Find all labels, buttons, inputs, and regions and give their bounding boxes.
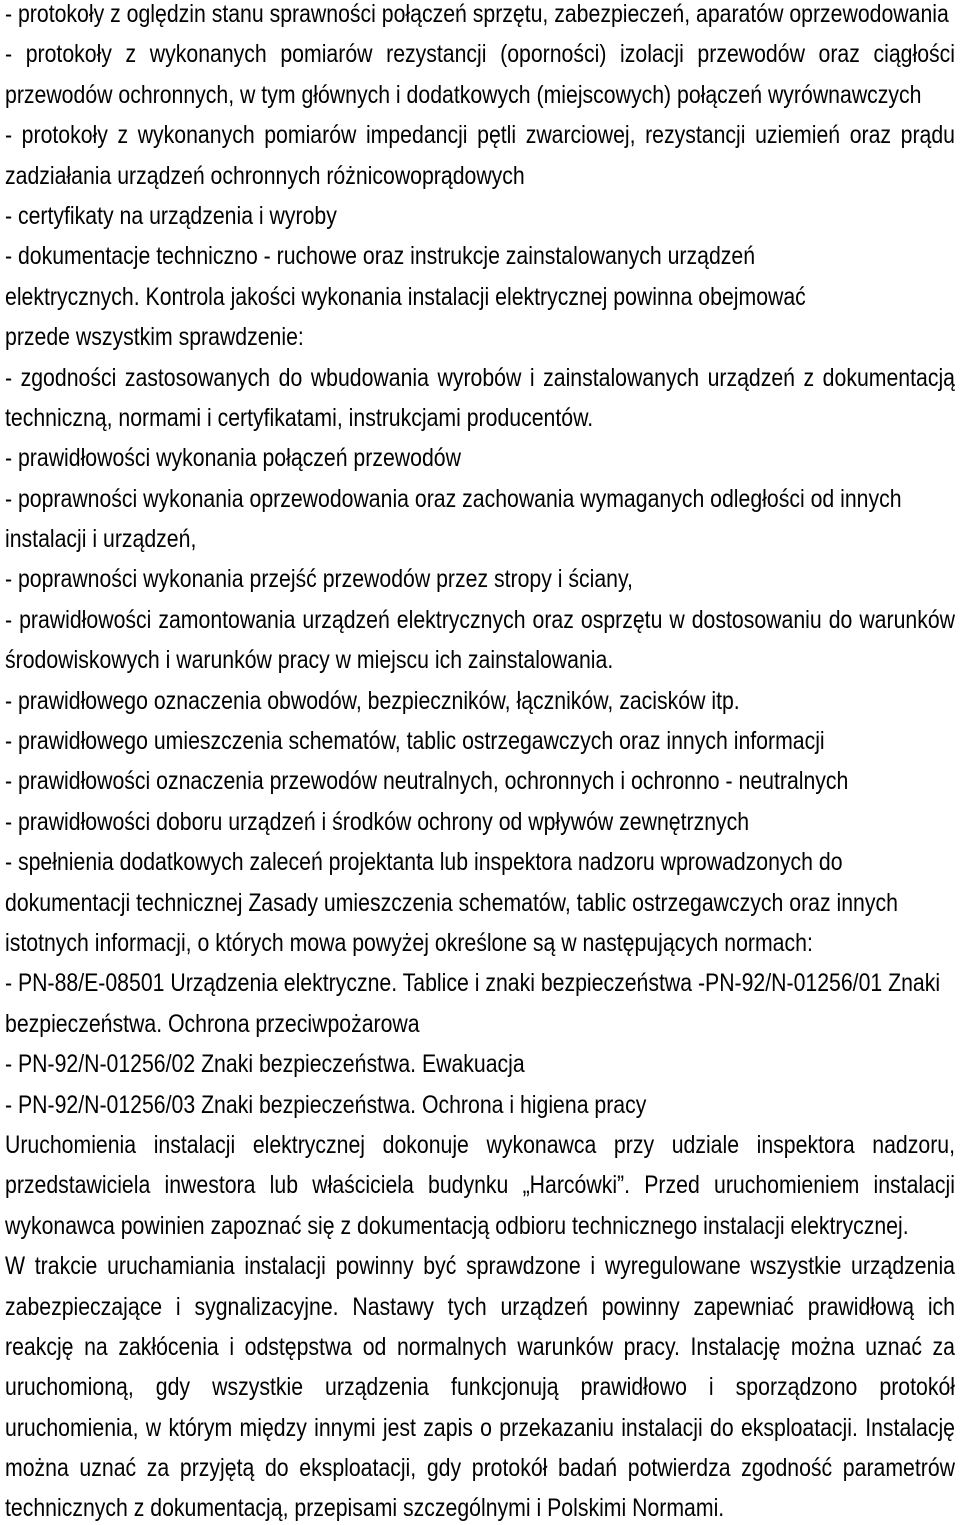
- paragraph-line: reakcję na zakłócenia i odstępstwa od normalnych warunków pracy. Instalację można uznać za: [5, 1332, 956, 1361]
- list-item-continuation-line: techniczną, normami i certyfikatami, instrukcjami producentów.: [5, 403, 594, 432]
- paragraph-line: można uznać za przyjętą do eksploatacji, gdy protokół badań potwierdza zgodność parametrów: [5, 1454, 956, 1483]
- paragraph-line: przedstawiciela inwestora lub właściciela budynku „Harcówki”. Przed uruchomieniem instalacji: [5, 1171, 955, 1200]
- list-item-continuation-line: instalacji i urządzeń,: [5, 525, 197, 554]
- standard-list-item-line: - PN-88/E-08501 Urządzenia elektryczne. Tablice i znaki bezpieczeństwa -PN-92/N-01256/01 Znaki: [5, 969, 941, 998]
- list-item-line: - zgodności zastosowanych do wbudowania wyrobów i zainstalowanych urządzeń z dokumentacją: [5, 363, 955, 392]
- list-item-line: - protokoły z wykonanych pomiarów impedancji pętli zwarciowej, rezystancji uziemień oraz prądu: [5, 121, 955, 150]
- list-item-line: - certyfikaty na urządzenia i wyroby: [5, 201, 337, 230]
- list-item-line: - prawidłowego umieszczenia schematów, tablic ostrzegawczych oraz innych informacji: [5, 727, 825, 756]
- list-item-line: - prawidłowości oznaczenia przewodów neutralnych, ochronnych i ochronno - neutralnych: [5, 767, 849, 796]
- paragraph-line: Uruchomienia instalacji elektrycznej dokonuje wykonawca przy udziale inspektora nadzoru,: [5, 1130, 955, 1159]
- list-item-line: - protokoły z wykonanych pomiarów rezystancji (oporności) izolacji przewodów oraz ciągłości: [5, 40, 956, 69]
- list-item-line: - poprawności wykonania przejść przewodów przez stropy i ściany,: [5, 565, 633, 594]
- standard-list-item-line: - PN-92/N-01256/02 Znaki bezpieczeństwa. Ewakuacja: [5, 1050, 525, 1079]
- paragraph-line: zabezpieczające i sygnalizacyjne. Nastawy tych urządzeń powinny zapewniać prawidłową ich: [5, 1292, 955, 1321]
- text-line: elektrycznych. Kontrola jakości wykonania instalacji elektrycznej powinna obejmować: [5, 282, 806, 311]
- standard-list-item-line: - PN-92/N-01256/03 Znaki bezpieczeństwa. Ochrona i higiena pracy: [5, 1090, 647, 1119]
- paragraph-line: uruchomienia, w którym między innymi jest zapis o przekazaniu instalacji do eksploatacji. Instalację: [5, 1413, 955, 1442]
- list-item-line: - prawidłowości zamontowania urządzeń elektrycznych oraz osprzętu w dostosowaniu do warunków: [5, 605, 956, 634]
- list-item-line: - poprawności wykonania oprzewodowania oraz zachowania wymaganych odległości od innych: [5, 484, 902, 513]
- list-item-continuation-line: przewodów ochronnych, w tym głównych i dodatkowych (miejscowych) połączeń wyrównawczych: [5, 80, 922, 109]
- list-item-continuation-line: środowiskowych i warunków pracy w miejscu ich zainstalowania.: [5, 646, 614, 675]
- list-item-line: - prawidłowego oznaczenia obwodów, bezpieczników, łączników, zacisków itp.: [5, 686, 740, 715]
- paragraph-line: W trakcie uruchamiania instalacji powinny być sprawdzone i wyregulowane wszystkie urządzenia: [5, 1252, 955, 1281]
- list-item-continuation-line: zadziałania urządzeń ochronnych różnicowoprądowych: [5, 161, 525, 190]
- list-item-continuation-line: istotnych informacji, o których mowa powyżej określone są w następujących normach:: [5, 928, 813, 957]
- list-item-line: - dokumentacje techniczno - ruchowe oraz instrukcje zainstalowanych urządzeń: [5, 242, 756, 271]
- document-page: [5, 0, 960, 1525]
- list-item-line: - prawidłowości wykonania połączeń przewodów: [5, 444, 461, 473]
- list-item-line: - protokoły z oględzin stanu sprawności połączeń sprzętu, zabezpieczeń, aparatów oprzewodowania: [5, 0, 949, 28]
- list-item-line: - prawidłowości doboru urządzeń i środków ochrony od wpływów zewnętrznych: [5, 807, 750, 836]
- text-line: przede wszystkim sprawdzenie:: [5, 323, 304, 352]
- list-item-continuation-line: dokumentacji technicznej Zasady umieszczenia schematów, tablic ostrzegawczych oraz innych: [5, 888, 898, 917]
- paragraph-line: uruchomioną, gdy wszystkie urządzenia funkcjonują prawidłowo i sporządzono protokół: [5, 1373, 956, 1402]
- paragraph-line: wykonawca powinien zapoznać się z dokumentacją odbioru technicznego instalacji elektrycznej.: [5, 1211, 909, 1240]
- paragraph-line: technicznych z dokumentacją, przepisami szczególnymi i Polskimi Normami.: [5, 1494, 725, 1523]
- standard-list-item-continuation-line: bezpieczeństwa. Ochrona przeciwpożarowa: [5, 1009, 420, 1038]
- list-item-line: - spełnienia dodatkowych zaleceń projektanta lub inspektora nadzoru wprowadzonych do: [5, 848, 843, 877]
